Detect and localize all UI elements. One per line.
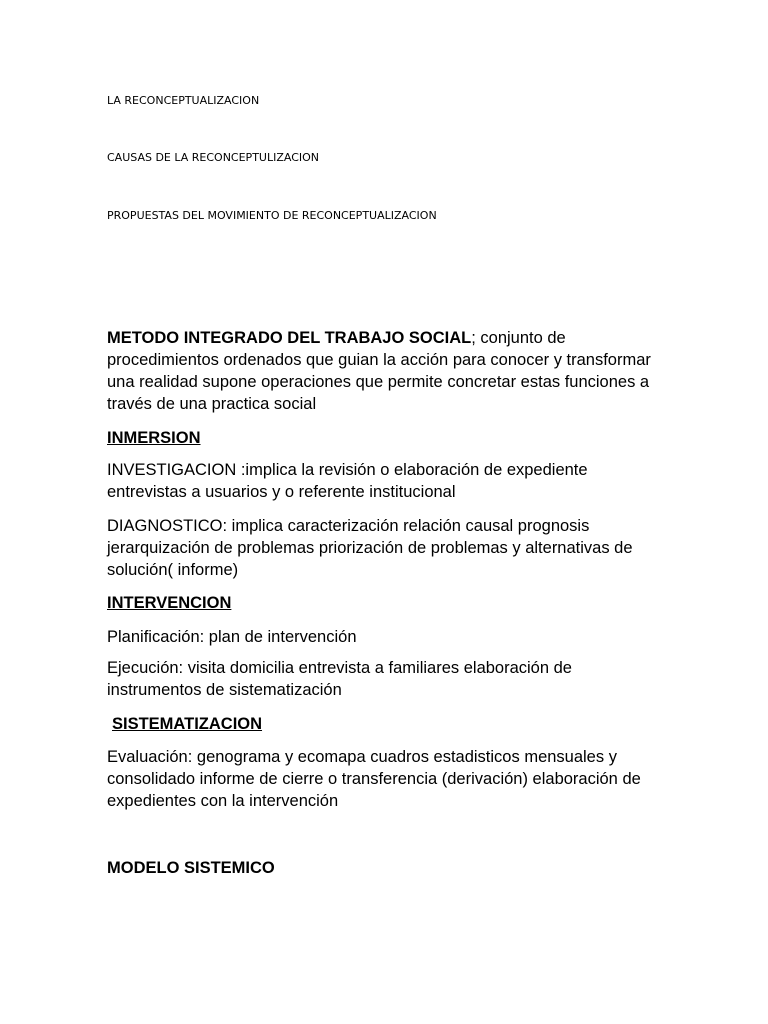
planificacion-paragraph: Planificación: plan de intervención (107, 628, 357, 646)
evaluacion-paragraph: Evaluación: genograma y ecomapa cuadros estadisticos mensuales y consolidado informe de cierre o transferencia (derivación) elaboración de expedientes con la intervención (107, 748, 641, 810)
heading-causas: CAUSAS DE LA RECONCEPTULIZACION (107, 151, 320, 164)
modelo-sistemico-heading: MODELO SISTEMICO (107, 859, 275, 877)
metodo-text: ; conjunto de procedimientos ordenados que guian la acción para conocer y transformar una realidad supone operaciones que permite concretar estas funciones a través de una practica social (107, 329, 651, 413)
heading-propuestas: PROPUESTAS DEL MOVIMIENTO DE RECONCEPTUALIZACION (107, 209, 437, 222)
sistematizacion-heading: SISTEMATIZACION (112, 715, 263, 733)
intervencion-heading: INTERVENCION (107, 594, 232, 612)
investigacion-paragraph: INVESTIGACION :implica la revisión o elaboración de expediente entrevistas a usuarios y o referente institucional (107, 461, 588, 501)
metodo-paragraph (107, 327, 667, 415)
inmersion-heading: INMERSION (107, 429, 201, 447)
diagnostico-paragraph: DIAGNOSTICO: implica caracterización relación causal prognosis jerarquización de problemas priorización de problemas y alternativas de solución( informe) (107, 517, 633, 579)
metodo-title: METODO INTEGRADO DEL TRABAJO SOCIAL (107, 329, 472, 347)
ejecucion-paragraph: Ejecución: visita domicilia entrevista a familiares elaboración de instrumentos de sistematización (107, 659, 572, 699)
heading-reconceptualizacion: LA RECONCEPTUALIZACION (107, 94, 260, 107)
